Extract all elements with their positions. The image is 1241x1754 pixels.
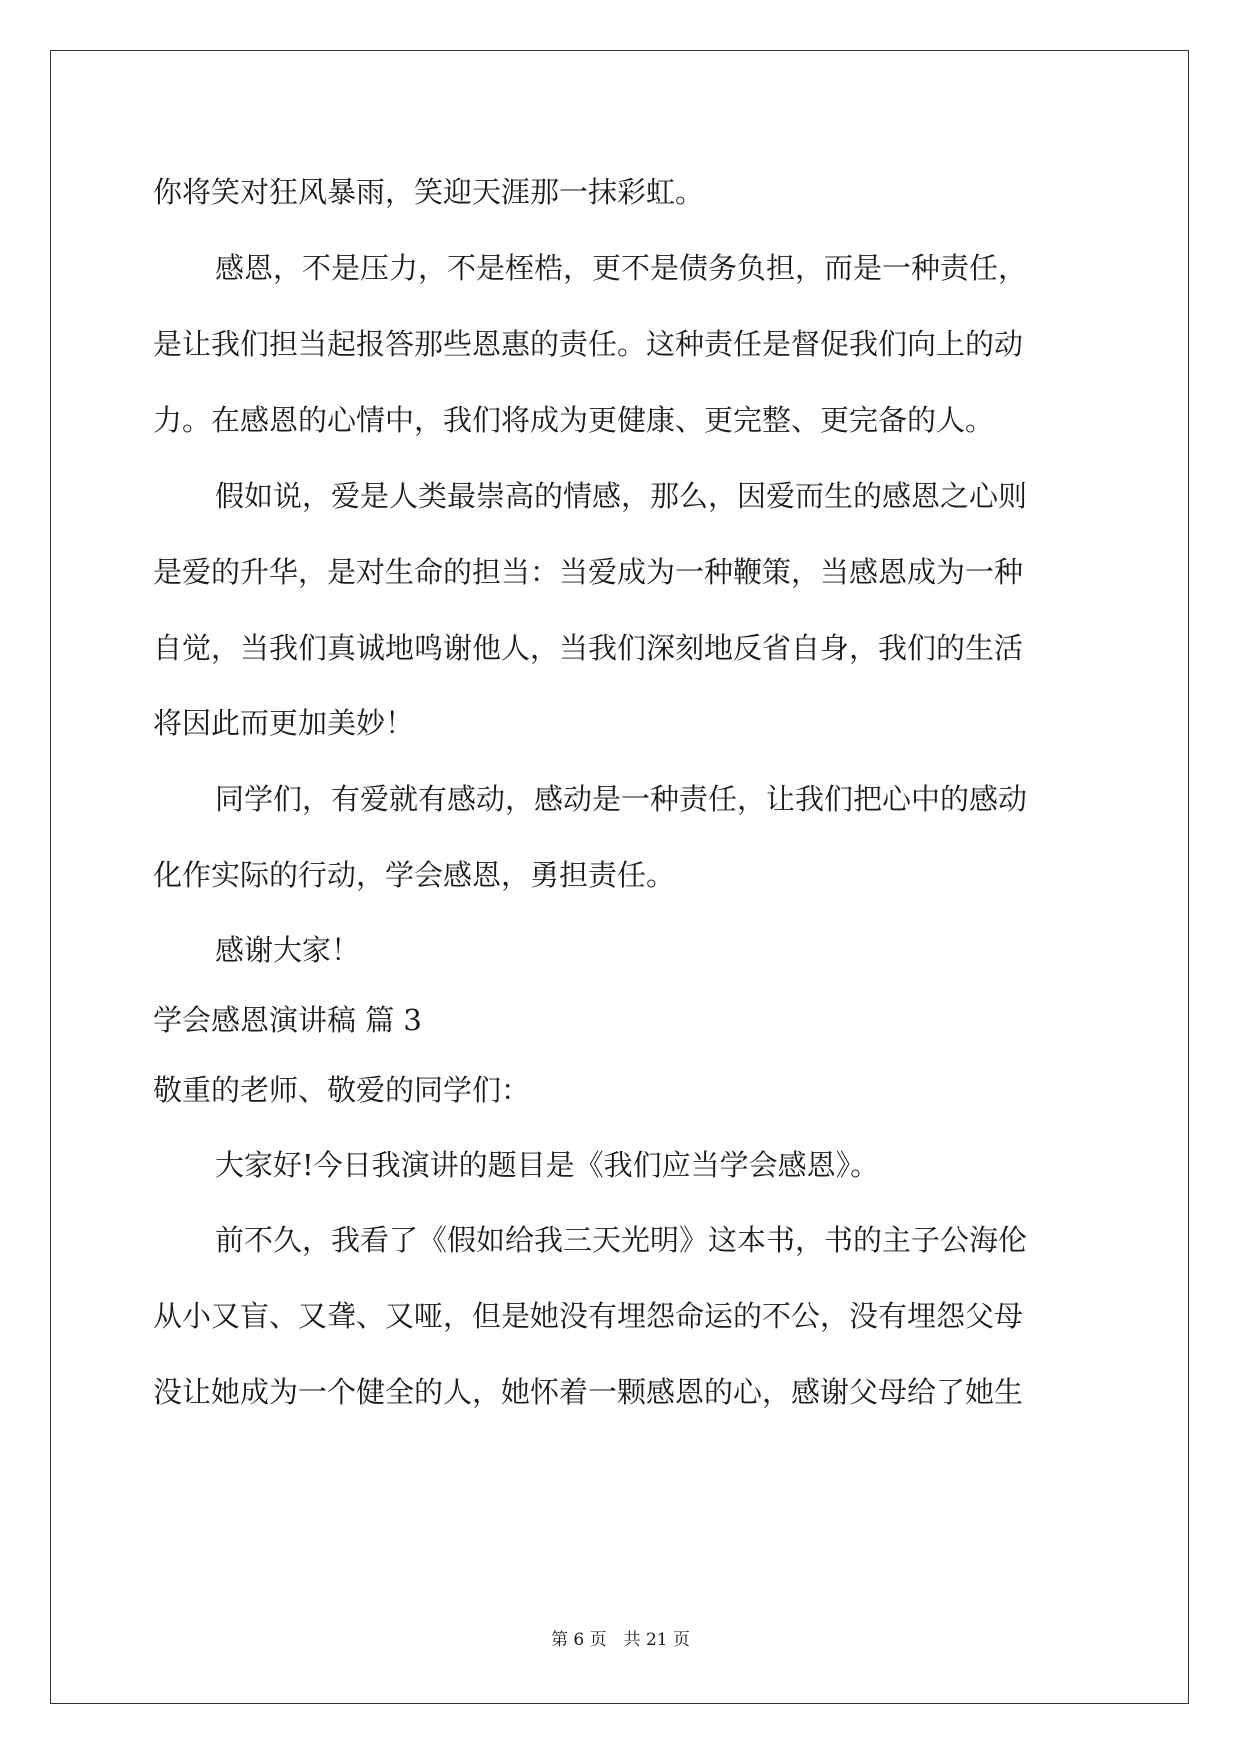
text-line: 自觉，当我们真诚地鸣谢他人，当我们深刻地反省自身，我们的生活: [153, 631, 1024, 665]
text-line: 大家好!今日我演讲的题目是《我们应当学会感恩》。: [215, 1148, 880, 1182]
text-line: 没让她成为一个健全的人，她怀着一颗感恩的心，感谢父母给了她生: [153, 1375, 1024, 1409]
page-number: 第 6 页 共 21 页: [550, 1630, 691, 1650]
text-line: 力。在感恩的心情中，我们将成为更健康、更完整、更完备的人。: [153, 403, 995, 437]
text-line: 感谢大家！: [215, 933, 361, 967]
text-line: 你将笑对狂风暴雨，笑迎天涯那一抹彩虹。: [153, 175, 705, 209]
text-line: 感恩，不是压力，不是桎梏，更不是债务负担，而是一种责任，: [215, 251, 1028, 285]
text-line: 将因此而更加美妙！: [153, 706, 415, 740]
text-line: 是让我们担当起报答那些恩惠的责任。这种责任是督促我们向上的动: [153, 327, 1024, 361]
text-line: 同学们，有爱就有感动，感动是一种责任，让我们把心中的感动: [215, 782, 1028, 816]
section-heading: 学会感恩演讲稿 篇 3: [153, 1003, 422, 1037]
text-line: 从小又盲、又聋、又哑，但是她没有埋怨命运的不公，没有埋怨父母: [153, 1299, 1024, 1333]
text-line: 化作实际的行动，学会感恩，勇担责任。: [153, 858, 676, 892]
salutation: 敬重的老师、敬爱的同学们：: [153, 1073, 531, 1107]
text-line: 假如说，爱是人类最崇高的情感，那么，因爱而生的感恩之心则: [215, 479, 1028, 513]
text-line: 是爱的升华，是对生命的担当：当爱成为一种鞭策，当感恩成为一种: [153, 555, 1024, 589]
text-line: 前不久，我看了《假如给我三天光明》这本书，书的主子公海伦: [215, 1223, 1028, 1257]
